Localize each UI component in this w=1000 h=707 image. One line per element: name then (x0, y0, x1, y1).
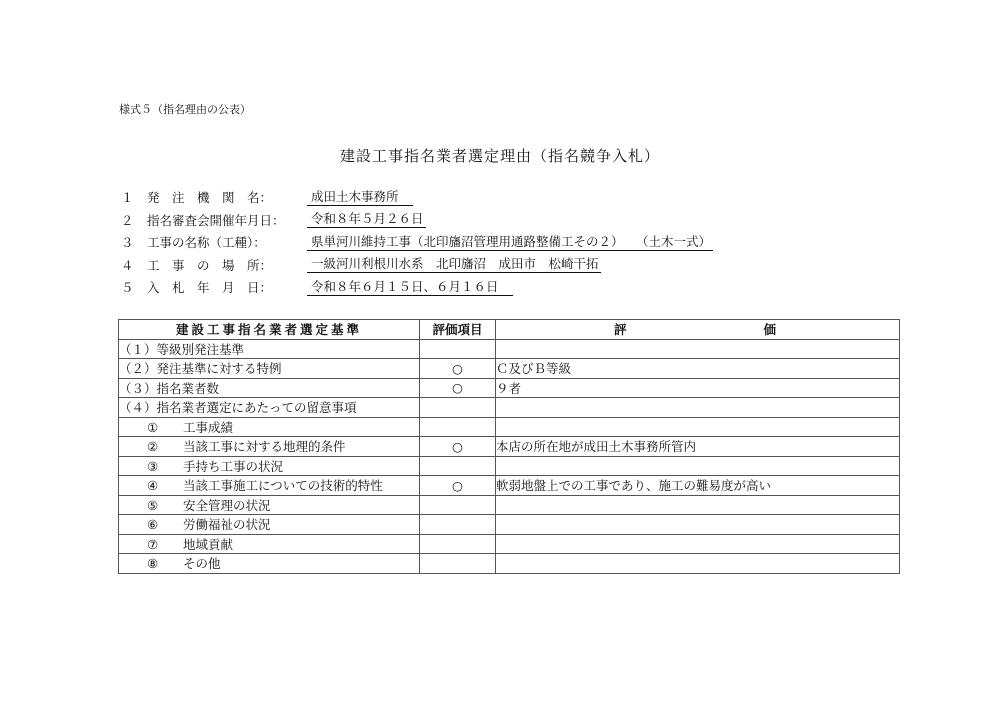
info-row-bid-date (121, 276, 713, 299)
table-row (119, 456, 900, 476)
info-number: ５ (121, 280, 134, 296)
sub-item-label: 工事成績 (183, 419, 234, 435)
info-row-project-name (121, 231, 713, 254)
sub-item-number: ⑦ (147, 536, 159, 552)
header-evaluation (496, 320, 900, 340)
eval-mark-cell (420, 495, 496, 515)
sub-item-number: ⑥ (147, 517, 159, 533)
eval-mark-cell: ○ (420, 378, 496, 398)
table-row (119, 417, 900, 437)
eval-mark-cell (420, 339, 496, 359)
sub-item-label: 安全管理の状況 (183, 497, 271, 513)
eval-mark-cell: ○ (420, 476, 496, 496)
sub-item-label: 労働福祉の状況 (183, 517, 271, 533)
criteria-cell (119, 554, 420, 574)
info-label: 指名審査会開催年月日： (147, 212, 285, 228)
sub-item-label: 地域貢献 (183, 536, 234, 552)
sub-item-number: ④ (147, 478, 159, 494)
eval-mark-cell (420, 534, 496, 554)
table-row (119, 437, 900, 457)
eval-mark-cell (420, 398, 496, 418)
criteria-cell (119, 534, 420, 554)
info-label: 工事の名称（工種）： (147, 235, 266, 251)
info-number: ２ (121, 212, 134, 228)
table-row (119, 339, 900, 359)
sub-item-label: 手持ち工事の状況 (183, 458, 284, 474)
sub-item-number: ⑧ (147, 556, 159, 572)
table-row (119, 495, 900, 515)
criteria-cell (119, 495, 420, 515)
table-row (119, 476, 900, 496)
evaluation-cell (496, 495, 900, 515)
eval-mark-cell (420, 515, 496, 535)
eval-mark-cell: ○ (420, 437, 496, 457)
table-row (119, 398, 900, 418)
document-title: 建設工事指名業者選定理由（指名競争入札） (339, 147, 660, 165)
info-number: ３ (121, 235, 134, 251)
criteria-cell (119, 515, 420, 535)
evaluation-cell (496, 339, 900, 359)
table-row (119, 515, 900, 535)
evaluation-cell: Ｃ及びＢ等級 (496, 359, 900, 379)
sub-item-label: その他 (183, 556, 221, 572)
criteria-cell: （４）指名業者選定にあたっての留意事項 (119, 398, 420, 418)
sub-item-number: ⑤ (147, 497, 159, 513)
evaluation-cell: ９者 (496, 378, 900, 398)
evaluation-cell (496, 398, 900, 418)
table-row (119, 554, 900, 574)
eval-mark-cell (420, 417, 496, 437)
sub-item-label: 当該工事施工についての技術的特性 (183, 478, 383, 494)
criteria-cell (119, 456, 420, 476)
header-criteria: 建設工事指名業者選定基準 (119, 320, 420, 340)
info-row-location (121, 254, 713, 277)
info-number: ４ (121, 257, 134, 273)
info-label: 発 注 機 関 名： (147, 190, 273, 206)
info-row-review-date (121, 209, 713, 232)
eval-mark-cell (420, 554, 496, 574)
table-row (119, 534, 900, 554)
sub-item-number: ① (147, 419, 159, 435)
header-evaluation-left: 評 (614, 322, 630, 338)
criteria-cell: （１）等級別発注基準 (119, 339, 420, 359)
evaluation-cell: 軟弱地盤上での工事であり、施工の難易度が高い (496, 476, 900, 496)
table-row (119, 359, 900, 379)
info-label: 工 事 の 場 所： (147, 257, 273, 273)
criteria-cell: （２）発注基準に対する特例 (119, 359, 420, 379)
evaluation-cell (496, 417, 900, 437)
table-row (119, 378, 900, 398)
sub-item-number: ③ (147, 458, 159, 474)
table-header-row (119, 320, 900, 340)
info-section (121, 186, 713, 299)
info-row-ordering-agency (121, 186, 713, 209)
evaluation-cell: 本店の所在地が成田土木事務所管内 (496, 437, 900, 457)
criteria-cell (119, 476, 420, 496)
info-value: 一級河川利根川水系 北印旛沼 成田市 松崎干拓 (307, 256, 601, 273)
sub-item-number: ② (147, 439, 159, 455)
evaluation-cell (496, 456, 900, 476)
evaluation-cell (496, 534, 900, 554)
selection-criteria-table (118, 319, 900, 574)
info-value: 令和８年５月２６日 (307, 211, 426, 228)
evaluation-cell (496, 554, 900, 574)
form-label: 様式５（指名理由の公表） (119, 103, 251, 116)
sub-item-label: 当該工事に対する地理的条件 (183, 439, 346, 455)
evaluation-cell (496, 515, 900, 535)
criteria-cell (119, 417, 420, 437)
eval-mark-cell: ○ (420, 359, 496, 379)
info-value: 県単河川維持工事（北印旛沼管理用通路整備工その２） （土木一式） (307, 234, 713, 251)
header-evaluation-right: 価 (763, 322, 779, 338)
criteria-cell: （３）指名業者数 (119, 378, 420, 398)
eval-mark-cell (420, 456, 496, 476)
header-eval-item: 評価項目 (420, 320, 496, 340)
info-value: 令和８年６月１５日、６月１６日 (307, 279, 513, 296)
info-number: １ (121, 190, 134, 206)
info-label: 入 札 年 月 日： (147, 280, 273, 296)
criteria-cell (119, 437, 420, 457)
info-value: 成田土木事務所 (307, 189, 413, 206)
